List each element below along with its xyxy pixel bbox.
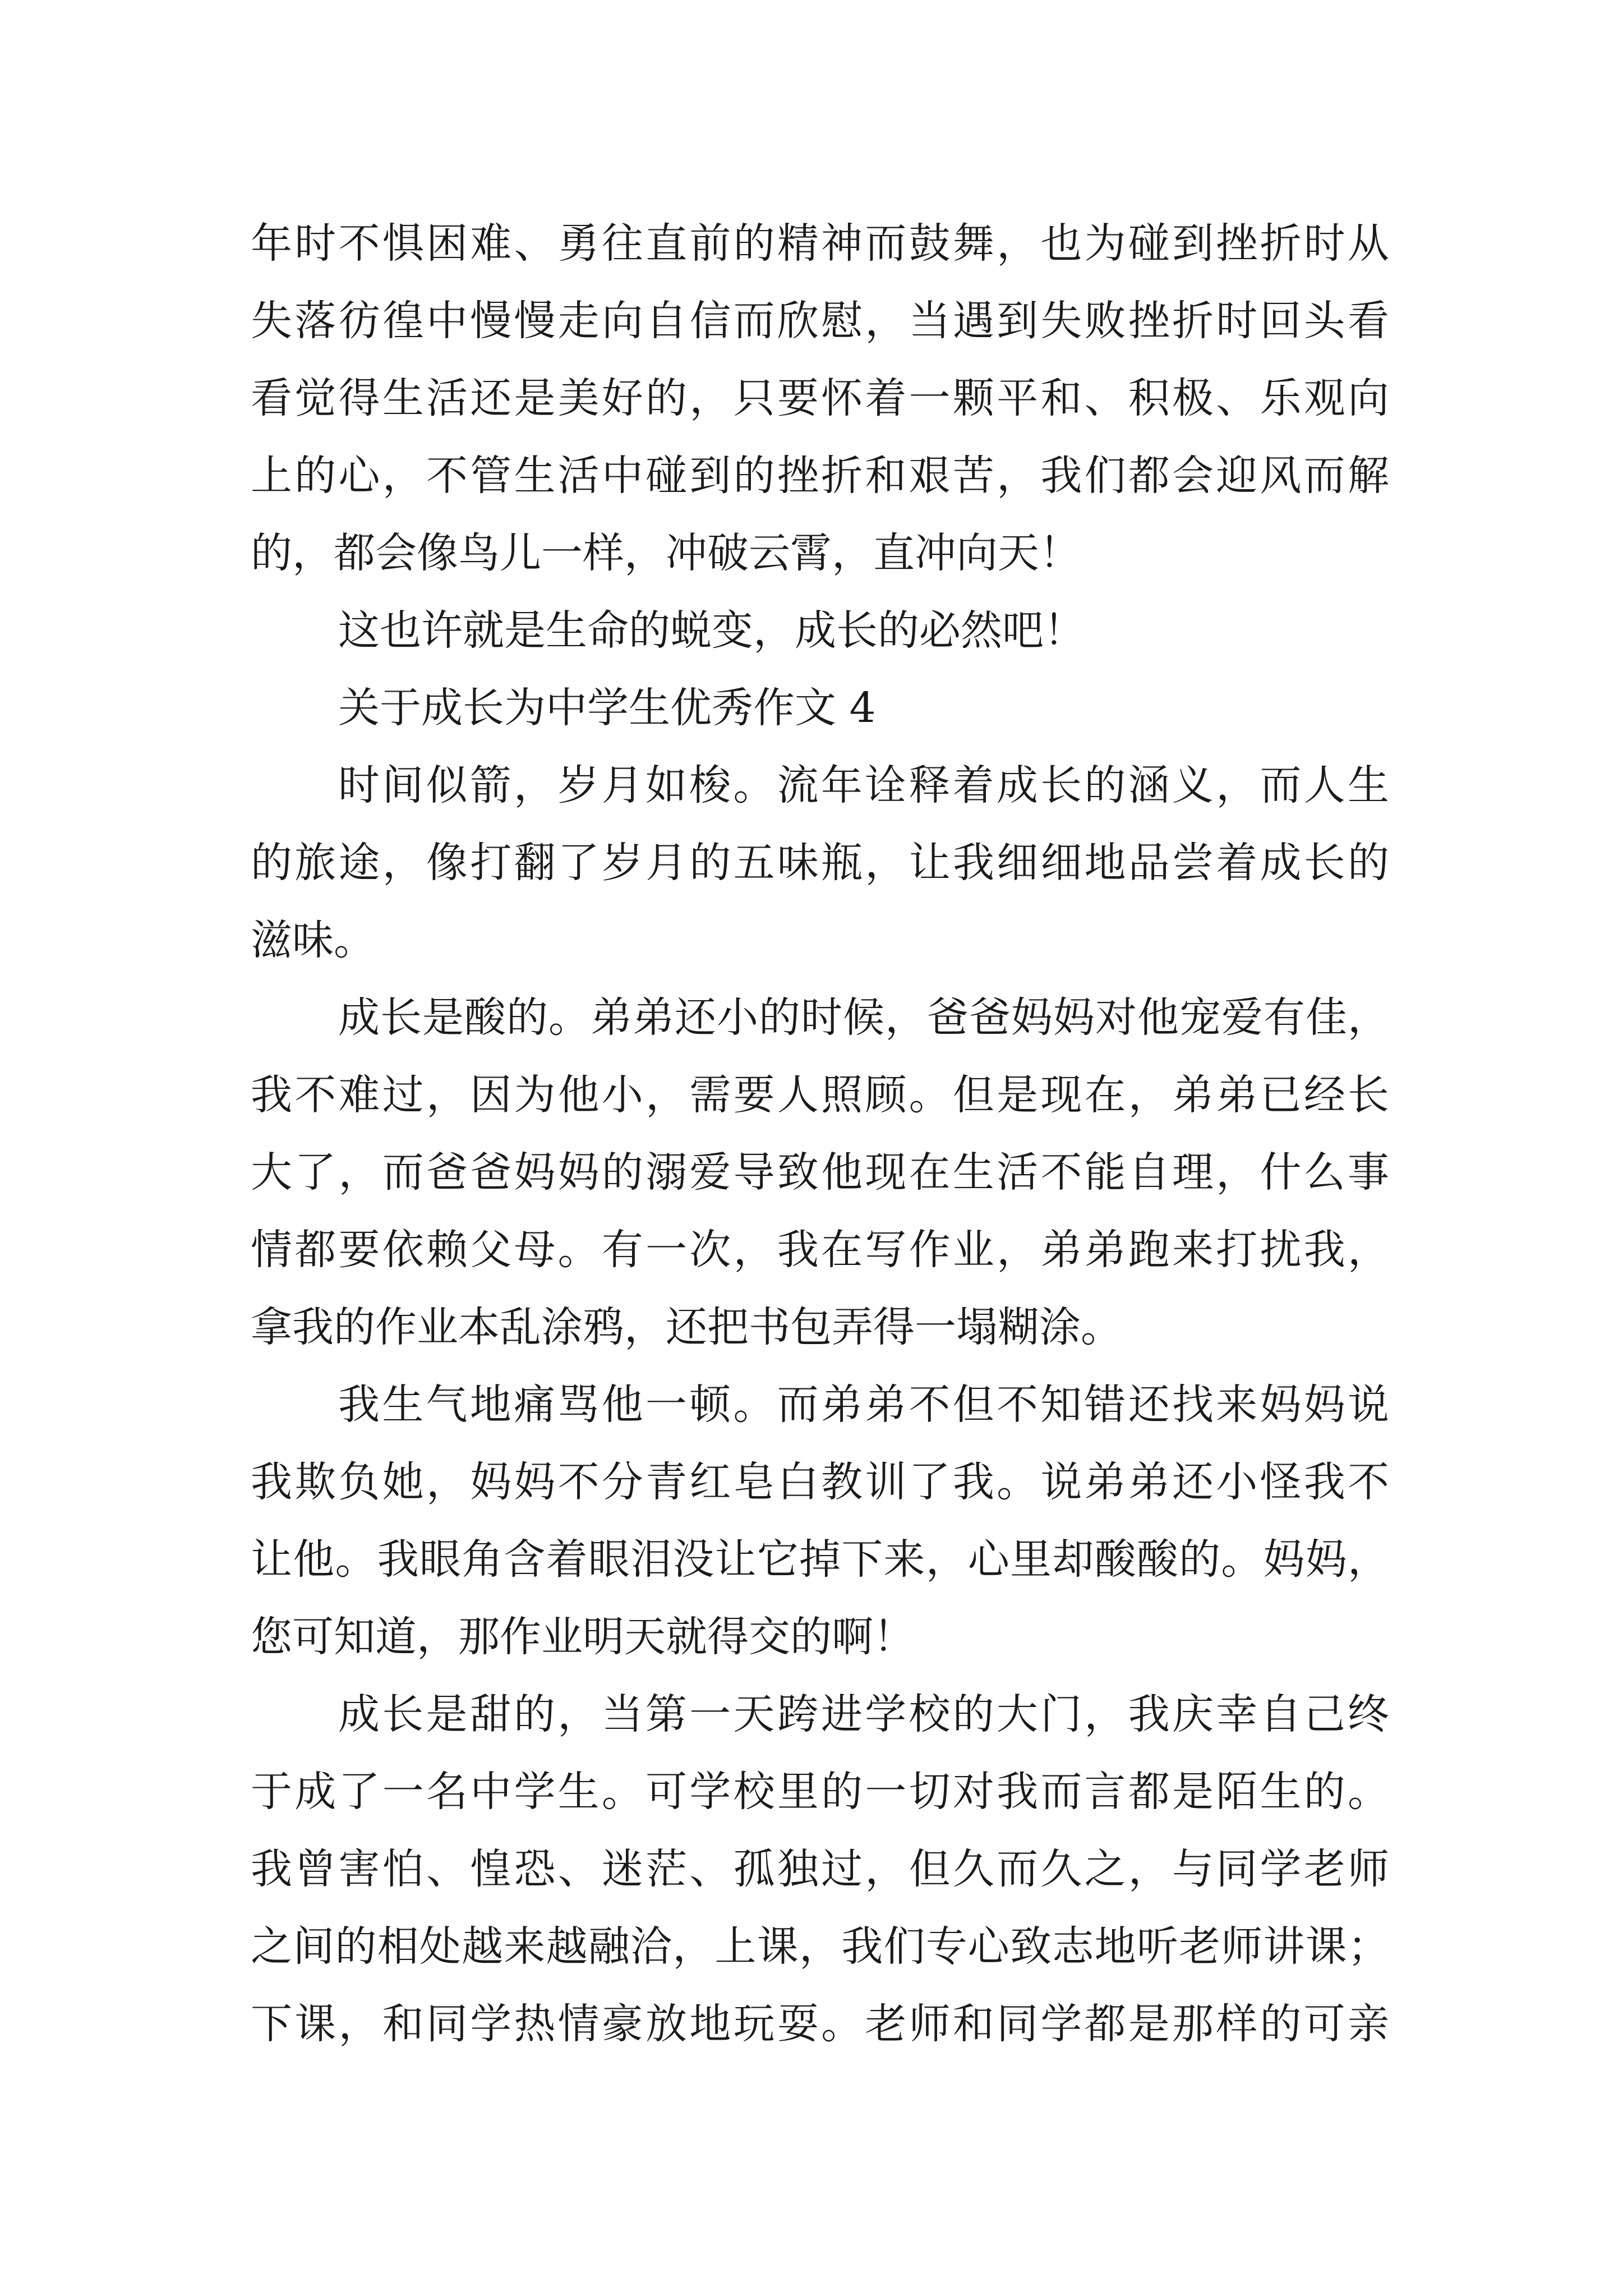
text-line: 年时不惧困难、勇往直前的精神而鼓舞，也为碰到挫折时从: [251, 219, 1389, 268]
text-line: 之间的相处越来越融洽，上课，我们专心致志地听老师讲课；: [251, 1922, 1389, 1971]
text-line: 拿我的作业本乱涂鸦，还把书包弄得一塌糊涂。: [251, 1303, 1122, 1351]
text-line: 这也许就是生命的蜕变，成长的必然吧！: [338, 606, 1085, 655]
paragraph-continued: [251, 205, 1389, 592]
document-body: [251, 205, 1389, 2063]
text-line: 大了，而爸爸妈妈的溺爱导致他现在生活不能自理，什么事: [251, 1148, 1389, 1197]
essay-title: 关于成长为中学生优秀作文 4: [338, 684, 876, 732]
text-line: 的旅途，像打翻了岁月的五味瓶，让我细细地品尝着成长的: [251, 839, 1389, 887]
paragraph-conclusion: [251, 592, 1389, 669]
text-line: 于成了一名中学生。可学校里的一切对我而言都是陌生的。: [251, 1768, 1389, 1816]
text-line: 成长是甜的，当第一天跨进学校的大门，我庆幸自己终: [338, 1690, 1389, 1738]
text-line: 下课，和同学热情豪放地玩耍。老师和同学都是那样的可亲: [251, 2000, 1389, 2048]
text-line: 失落彷徨中慢慢走向自信而欣慰，当遇到失败挫折时回头看: [251, 297, 1389, 345]
text-line: 您可知道，那作业明天就得交的啊！: [251, 1613, 915, 1661]
text-line: 我不难过，因为他小，需要人照顾。但是现在，弟弟已经长: [251, 1071, 1389, 1119]
essay-heading: [251, 669, 1389, 747]
paragraph-angry: [251, 1366, 1389, 1676]
text-line: 我生气地痛骂他一顿。而弟弟不但不知错还找来妈妈说: [338, 1381, 1389, 1429]
text-line: 时间似箭，岁月如梭。流年诠释着成长的涵义，而人生: [338, 761, 1389, 809]
paragraph-sour: [251, 979, 1389, 1366]
text-line: 上的心，不管生活中碰到的挫折和艰苦，我们都会迎风而解: [251, 452, 1389, 500]
text-line: 我曾害怕、惶恐、迷茫、孤独过，但久而久之，与同学老师: [251, 1845, 1389, 1893]
text-line: 情都要依赖父母。有一次，我在写作业，弟弟跑来打扰我，: [251, 1226, 1389, 1274]
text-line: 看觉得生活还是美好的，只要怀着一颗平和、积极、乐观向: [251, 374, 1389, 422]
text-line: 我欺负她，妈妈不分青红皂白教训了我。说弟弟还小怪我不: [251, 1458, 1389, 1506]
paragraph-sweet: [251, 1676, 1389, 2063]
text-line: 滋味。: [251, 916, 375, 964]
text-line: 让他。我眼角含着眼泪没让它掉下来，心里却酸酸的。妈妈，: [251, 1535, 1389, 1584]
text-line: 的，都会像鸟儿一样，冲破云霄，直冲向天！: [251, 529, 1081, 577]
text-line: 成长是酸的。弟弟还小的时候，爸爸妈妈对他宠爱有佳，: [338, 993, 1389, 1042]
paragraph-intro: [251, 747, 1389, 979]
